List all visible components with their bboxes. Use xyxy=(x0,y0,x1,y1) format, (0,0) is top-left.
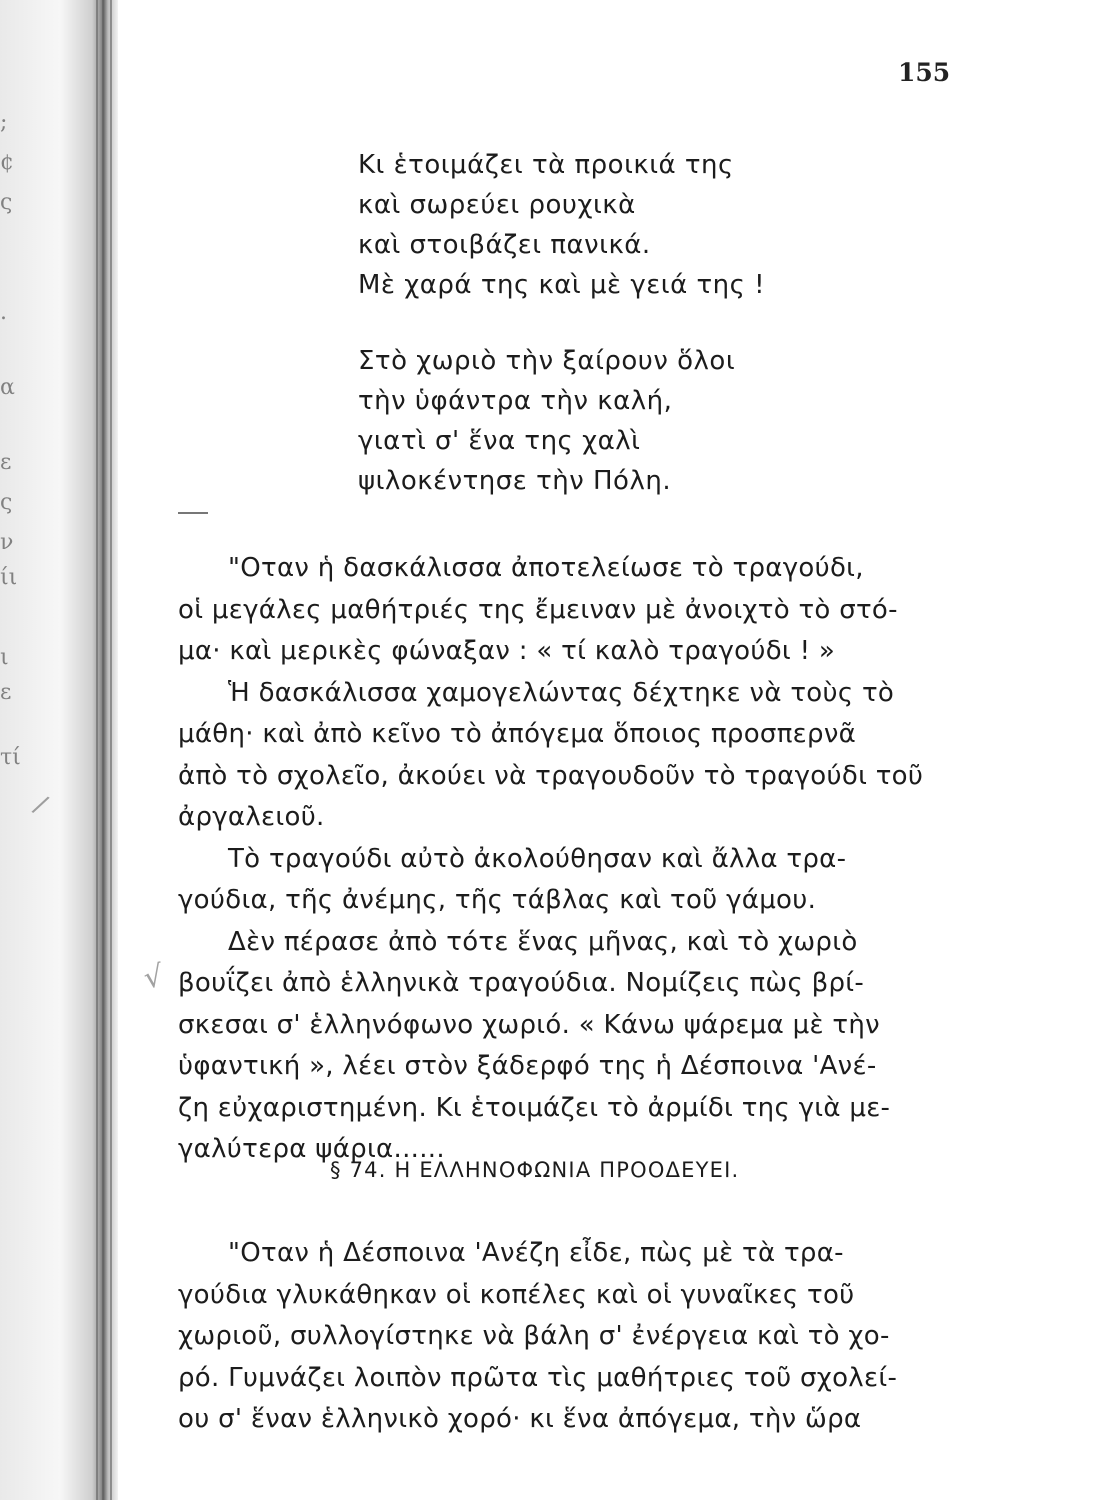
prose-line: "Οταν ἡ Δέσποινα 'Ανέζη εἶδε, πὼς μὲ τὰ τρα- xyxy=(228,1238,844,1268)
bleed-char: ¢ xyxy=(0,150,14,175)
bleed-char: ; xyxy=(0,110,8,135)
poem-line: Κι ἑτοιμάζει τὰ προικιά της xyxy=(358,150,734,180)
bleed-char: τί xyxy=(0,745,21,770)
prose-line: ρό. Γυμνάζει λοιπὸν πρῶτα τὶς μαθήτριες τοῦ σχολεί- xyxy=(178,1362,898,1393)
bleed-char: ε xyxy=(0,450,12,475)
bleed-char: α xyxy=(0,375,15,400)
prose-line: Ἡ δασκάλισσα χαμογελώντας δέχτηκε νὰ τοὺς τὸ xyxy=(228,677,895,708)
poem xyxy=(358,145,918,537)
prose-line: Τὸ τραγούδι αὐτὸ ἀκολούθησαν καὶ ἄλλα τρα- xyxy=(228,843,847,874)
prose-line: γούδια γλυκάθηκαν οἱ κοπέλες καὶ οἱ γυναῖκες τοῦ xyxy=(178,1279,855,1310)
poem-line: Μὲ χαρά της καὶ μὲ γειά της ! xyxy=(358,270,766,300)
prose-line: βουΐζει ἀπὸ ἑλληνικὰ τραγούδια. Νομίζεις πὼς βρί- xyxy=(178,968,865,998)
bleed-char: ίι xyxy=(0,565,18,590)
bleed-char: ς xyxy=(0,190,13,215)
prose-line: οἱ μεγάλες μαθήτριές της ἔμειναν μὲ ἀνοιχτὸ τὸ στό- xyxy=(178,594,898,625)
prose-line: ζη εὐχαριστημένη. Κι ἑτοιμάζει τὸ ἀρμίδι της γιὰ με- xyxy=(178,1092,891,1123)
pencil-stroke-icon: / xyxy=(29,789,52,821)
bleed-char: ι xyxy=(0,645,9,670)
page-number: 155 xyxy=(898,58,951,87)
prose-line: ου σ' ἕναν ἑλληνικὸ χορό· κι ἕνα ἀπόγεμα, τὴν ὥρα xyxy=(178,1404,862,1434)
prose-line: "Οταν ἡ δασκάλισσα ἀποτελείωσε τὸ τραγούδι, xyxy=(228,553,864,583)
prose-line: ἀπὸ τὸ σχολεῖο, ἀκούει νὰ τραγουδοῦν τὸ τραγούδι τοῦ xyxy=(178,760,924,791)
prose-line: γαλύτερα ψάρια...... xyxy=(178,1134,445,1164)
poem-line: καὶ στοιβάζει πανικά. xyxy=(358,230,651,260)
bleed-char: ε xyxy=(0,680,12,705)
pencil-check-mark-icon: √ xyxy=(141,958,167,997)
prose-line: μα· καὶ μερικὲς φώναξαν : « τί καλὸ τραγούδι ! » xyxy=(178,636,836,666)
poem-stanza-1 xyxy=(358,145,918,305)
poem-line: τὴν ὑφάντρα τὴν καλή, xyxy=(358,386,673,416)
poem-stanza-2 xyxy=(358,341,918,501)
prose-line: Δὲν πέρασε ἀπὸ τότε ἕνας μῆνας, καὶ τὸ χωριὸ xyxy=(228,926,858,957)
bleed-char: ς xyxy=(0,490,13,515)
poem-line: Στὸ χωριὸ τὴν ξαίρουν ὅλοι xyxy=(358,346,736,376)
prose-top xyxy=(178,548,990,1171)
poem-line: ψιλοκέντησε τὴν Πόλη. xyxy=(358,466,672,496)
prose-line: σκεσαι σ' ἑλληνόφωνο χωριό. « Κάνω ψάρεμα μὲ τὴν xyxy=(178,1009,880,1040)
gutter-line xyxy=(102,0,104,1500)
prose-line: γούδια, τῆς ἀνέμης, τῆς τάβλας καὶ τοῦ γάμου. xyxy=(178,885,817,915)
poem-line: καὶ σωρεύει ρουχικὰ xyxy=(358,190,636,220)
prose-line: ἀργαλειοῦ. xyxy=(178,802,325,832)
prose-line: ὑφαντική », λέει στὸν ξάδερφό της ἡ Δέσποινα 'Ανέ- xyxy=(178,1051,877,1081)
bleed-char: . xyxy=(0,300,7,325)
prose-line: χωριοῦ, συλλογίστηκε νὰ βάλη σ' ἐνέργεια καὶ τὸ χο- xyxy=(178,1321,890,1351)
separator-mark xyxy=(178,512,208,514)
bleed-char: ν xyxy=(0,530,14,555)
poem-line: γιατὶ σ' ἕνα της χαλὶ xyxy=(358,426,641,456)
prose-bottom xyxy=(178,1233,990,1441)
section-heading: § 74. Η ΕΛΛΗΝΟΦΩΝΙΑ ΠΡΟΟΔΕΥΕΙ. xyxy=(330,1158,740,1182)
gutter-line xyxy=(110,0,112,1500)
prose-line: μάθη· καὶ ἀπὸ κεῖνο τὸ ἀπόγεμα ὅποιος προσπερνᾶ xyxy=(178,719,857,749)
gutter-line xyxy=(96,0,98,1500)
